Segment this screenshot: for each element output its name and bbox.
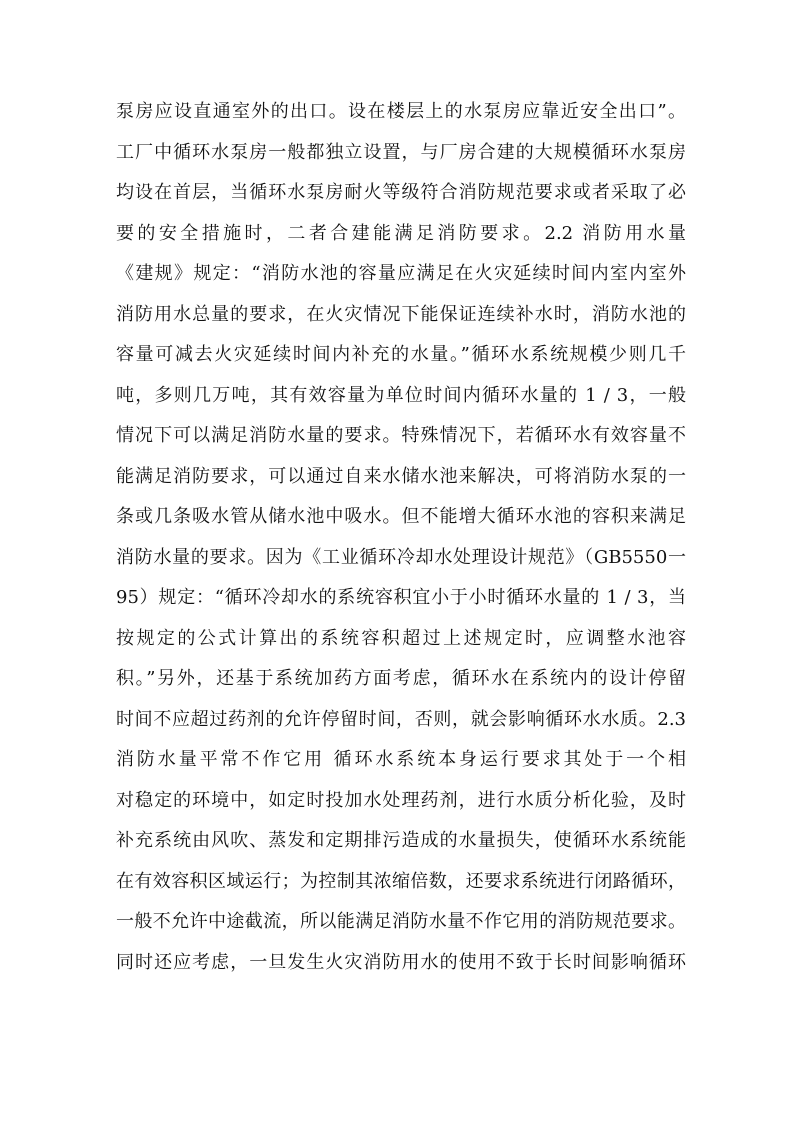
text-line: 容量可减去火灾延续时间内补充的水量。”循环水系统规模少则几千	[116, 344, 686, 365]
text-line: 工厂中循环水泵房一般都独立设置，与厂房合建的大规模循环水泵房	[116, 141, 686, 163]
text-line: 能满足消防要求，可以通过自来水储水池来解决，可将消防水泵的一	[116, 465, 686, 487]
text-line: 同时还应考虑，一旦发生火灾消防用水的使用不致于长时间影响循环	[116, 951, 686, 973]
text-line: 要的安全措施时，二者合建能满足消防要求。2.2 消防用水量	[116, 222, 686, 244]
text-line: 补充系统由风吹、蒸发和定期排污造成的水量损失，使循环水系统能	[116, 830, 686, 851]
text-line: 按规定的公式计算出的系统容积超过上述规定时，应调整水池容	[116, 627, 686, 649]
body-text	[116, 92, 686, 983]
text-line: 条或几条吸水管从储水池中吸水。但不能增大循环水池的容积来满足	[116, 506, 686, 527]
text-line: 《建规》规定：“消防水池的容量应满足在火灾延续时间内室内室外	[116, 263, 686, 284]
text-line: 时间不应超过药剂的允许停留时间，否则，就会影响循环水水质。2.3	[116, 708, 686, 730]
text-line: 对稳定的环境中，如定时投加水处理药剂，进行水质分析化验，及时	[116, 789, 686, 811]
text-line: 一般不允许中途截流，所以能满足消防水量不作它用的消防规范要求。	[116, 911, 686, 932]
text-line: 吨，多则几万吨，其有效容量为单位时间内循环水量的 1 / 3，一般	[116, 384, 686, 406]
text-line: 消防水量平常不作它用 循环水系统本身运行要求其处于一个相	[116, 749, 686, 770]
text-line: 在有效容积区域运行；为控制其浓缩倍数，还要求系统进行闭路循环，	[116, 870, 686, 892]
text-line: 消防水量的要求。因为《工业循环冷却水处理设计规范》（GB5550一	[116, 546, 686, 568]
text-line: 均设在首层，当循环水泵房耐火等级符合消防规范要求或者采取了必	[116, 182, 686, 203]
text-line: 95）规定：“循环冷却水的系统容积宜小于小时循环水量的 1 / 3，当	[116, 587, 686, 608]
text-line: 泵房应设直通室外的出口。设在楼层上的水泵房应靠近安全出口”。	[116, 101, 686, 122]
text-line: 情况下可以满足消防水量的要求。特殊情况下，若循环水有效容量不	[116, 425, 686, 446]
text-line: 消防用水总量的要求，在火灾情况下能保证连续补水时，消防水池的	[116, 303, 686, 325]
text-line: 积。”另外，还基于系统加药方面考虑，循环水在系统内的设计停留	[116, 668, 686, 689]
